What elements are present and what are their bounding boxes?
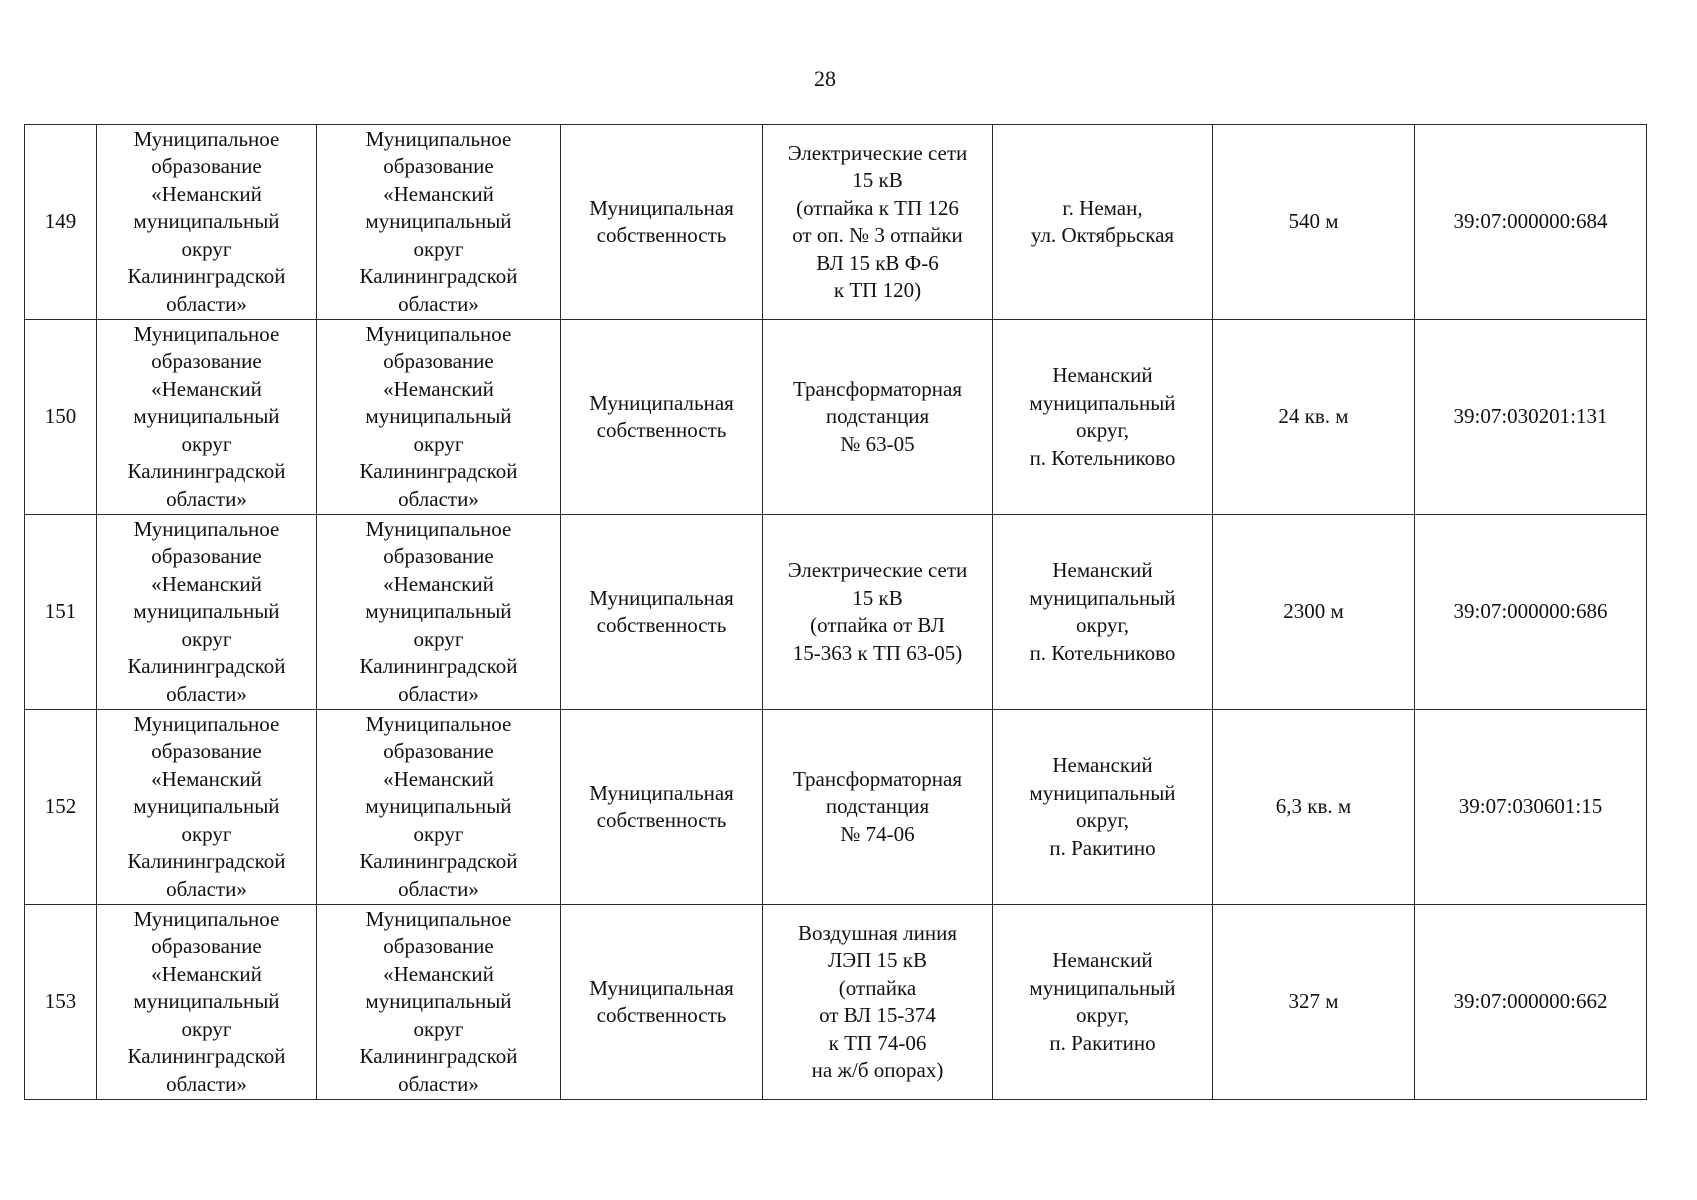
row-number-cell: 153 [25,905,97,1100]
holder-cell: Муниципальное образование «Неманский муниципальный округ Калининградской области» [317,710,561,905]
row-number-cell: 150 [25,320,97,515]
holder-cell: Муниципальное образование «Неманский муниципальный округ Калининградской области» [317,320,561,515]
ownership-type-cell: Муниципальная собственность [561,905,763,1100]
ownership-type-cell: Муниципальная собственность [561,125,763,320]
address-cell: Неманский муниципальный округ, п. Котельниково [993,515,1213,710]
cadastral-number-cell: 39:07:000000:686 [1415,515,1647,710]
cadastral-number-cell: 39:07:030201:131 [1415,320,1647,515]
address-cell: Неманский муниципальный округ, п. Котельниково [993,320,1213,515]
table-row [25,125,1647,320]
holder-cell: Муниципальное образование «Неманский муниципальный округ Калининградской области» [317,515,561,710]
size-cell: 24 кв. м [1213,320,1415,515]
object-name-cell: Трансформаторная подстанция № 74-06 [763,710,993,905]
object-name-cell: Электрические сети 15 кВ (отпайка к ТП 126 от оп. № 3 отпайки ВЛ 15 кВ Ф-6 к ТП 120) [763,125,993,320]
object-name-cell: Электрические сети 15 кВ (отпайка от ВЛ 15-363 к ТП 63-05) [763,515,993,710]
cadastral-number-cell: 39:07:030601:15 [1415,710,1647,905]
address-cell: г. Неман, ул. Октябрьская [993,125,1213,320]
row-number-cell: 151 [25,515,97,710]
object-name-cell: Воздушная линия ЛЭП 15 кВ (отпайка от ВЛ 15-374 к ТП 74-06 на ж/б опорах) [763,905,993,1100]
object-name-cell: Трансформаторная подстанция № 63-05 [763,320,993,515]
size-cell: 327 м [1213,905,1415,1100]
size-cell: 540 м [1213,125,1415,320]
cadastral-number-cell: 39:07:000000:662 [1415,905,1647,1100]
ownership-type-cell: Муниципальная собственность [561,515,763,710]
holder-cell: Муниципальное образование «Неманский муниципальный округ Калининградской области» [317,905,561,1100]
size-cell: 6,3 кв. м [1213,710,1415,905]
holder-cell: Муниципальное образование «Неманский муниципальный округ Калининградской области» [317,125,561,320]
table-row [25,515,1647,710]
owner-cell: Муниципальное образование «Неманский муниципальный округ Калининградской области» [97,710,317,905]
row-number-cell: 152 [25,710,97,905]
address-cell: Неманский муниципальный округ, п. Ракитино [993,905,1213,1100]
size-cell: 2300 м [1213,515,1415,710]
table-row [25,905,1647,1100]
row-number-cell: 149 [25,125,97,320]
table-row [25,320,1647,515]
ownership-type-cell: Муниципальная собственность [561,320,763,515]
address-cell: Неманский муниципальный округ, п. Ракитино [993,710,1213,905]
property-registry-table [24,124,1647,1100]
owner-cell: Муниципальное образование «Неманский муниципальный округ Калининградской области» [97,515,317,710]
cadastral-number-cell: 39:07:000000:684 [1415,125,1647,320]
page-number: 28 [814,66,836,91]
table-row [25,710,1647,905]
owner-cell: Муниципальное образование «Неманский муниципальный округ Калининградской области» [97,905,317,1100]
ownership-type-cell: Муниципальная собственность [561,710,763,905]
owner-cell: Муниципальное образование «Неманский муниципальный округ Калининградской области» [97,125,317,320]
owner-cell: Муниципальное образование «Неманский муниципальный округ Калининградской области» [97,320,317,515]
